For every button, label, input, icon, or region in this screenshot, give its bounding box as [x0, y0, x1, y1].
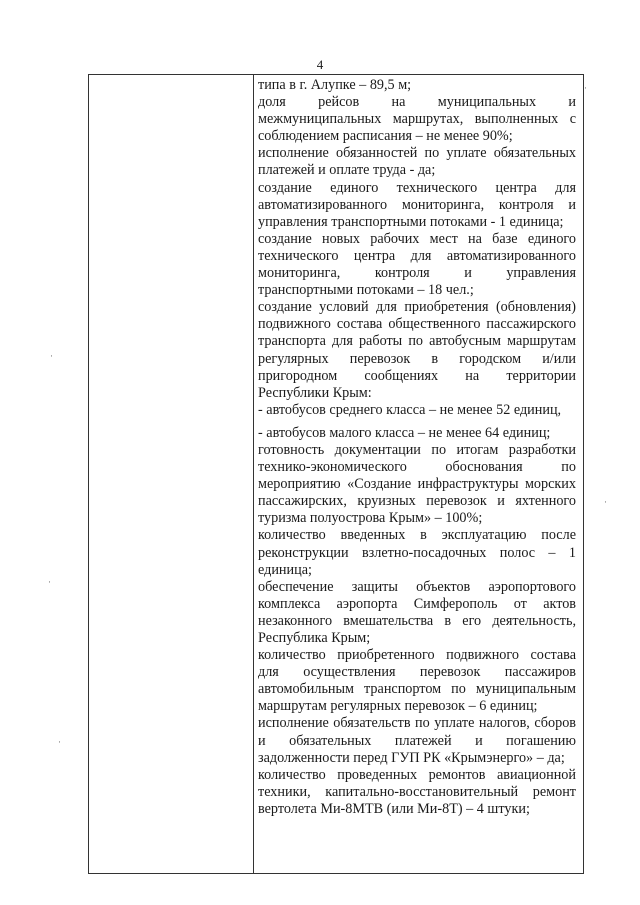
- indicator-paragraph: создание условий для приобретения (обновления) подвижного состава общественного пассажирского транспорта для работы по автобусным маршрутам регулярных перевозок в городском и/или пригородном сообщениях на территории Республики Крым:: [258, 299, 576, 401]
- indicator-paragraph: создание новых рабочих мест на базе единого технического центра для автоматизированного мониторинга, контроля и управления транспортными потоками – 18 чел.;: [258, 230, 576, 299]
- scan-speck: ·: [58, 737, 61, 747]
- scan-speck: ·: [604, 497, 607, 507]
- indicator-paragraph: создание единого технического центра для автоматизированного мониторинга, контроля и управления транспортными потоками - 1 единица;: [258, 179, 576, 230]
- scan-speck: ·: [584, 83, 587, 93]
- indicator-paragraph: - автобусов среднего класса – не менее 52 единиц,: [258, 401, 562, 418]
- document-table: [88, 74, 584, 874]
- indicator-paragraph: исполнение обязанностей по уплате обязательных платежей и оплате труда - да;: [258, 145, 576, 179]
- column-divider: [253, 75, 254, 873]
- indicator-paragraph: доля рейсов на муниципальных и межмуниципальных маршрутах, выполненных с соблюдением расписания – не менее 90%;: [258, 94, 576, 145]
- indicator-paragraph: количество проведенных ремонтов авиационной техники, капитально-восстановительный ремонт вертолета Ми-8МТВ (или Ми-8Т) – 4 штуки;: [258, 766, 576, 817]
- indicators-cell: [258, 77, 576, 818]
- page-number: 4: [316, 57, 324, 72]
- indicator-paragraph: готовность документации по итогам разработки технико-экономического обоснования по мероприятию «Создание инфраструктуры морских пассажирских, круизных перевозок и яхтенного туризма полуострова Крым» – 100%;: [258, 441, 576, 527]
- indicator-paragraph: количество приобретенного подвижного состава для осуществления перевозок пассажиров автомобильным транспортом по муниципальным маршрутам регулярных перевозок – 6 единиц;: [258, 647, 576, 715]
- scan-speck: ·: [48, 577, 51, 587]
- indicator-paragraph: - автобусов малого класса – не менее 64 единиц;: [258, 424, 551, 441]
- indicator-paragraph: количество введенных в эксплуатацию после реконструкции взлетно-посадочных полос – 1 единица;: [258, 527, 576, 578]
- indicator-paragraph: исполнение обязательств по уплате налогов, сборов и обязательных платежей и погашению задолженности перед ГУП РК «Крымэнерго» – да;: [258, 715, 576, 766]
- scan-speck: ·: [50, 351, 53, 361]
- indicator-paragraph: типа в г. Алупке – 89,5 м;: [258, 77, 412, 93]
- indicator-paragraph: обеспечение защиты объектов аэропортового комплекса аэропорта Симферополь от актов незаконного вмешательства в его деятельность, Республика Крым;: [258, 578, 576, 646]
